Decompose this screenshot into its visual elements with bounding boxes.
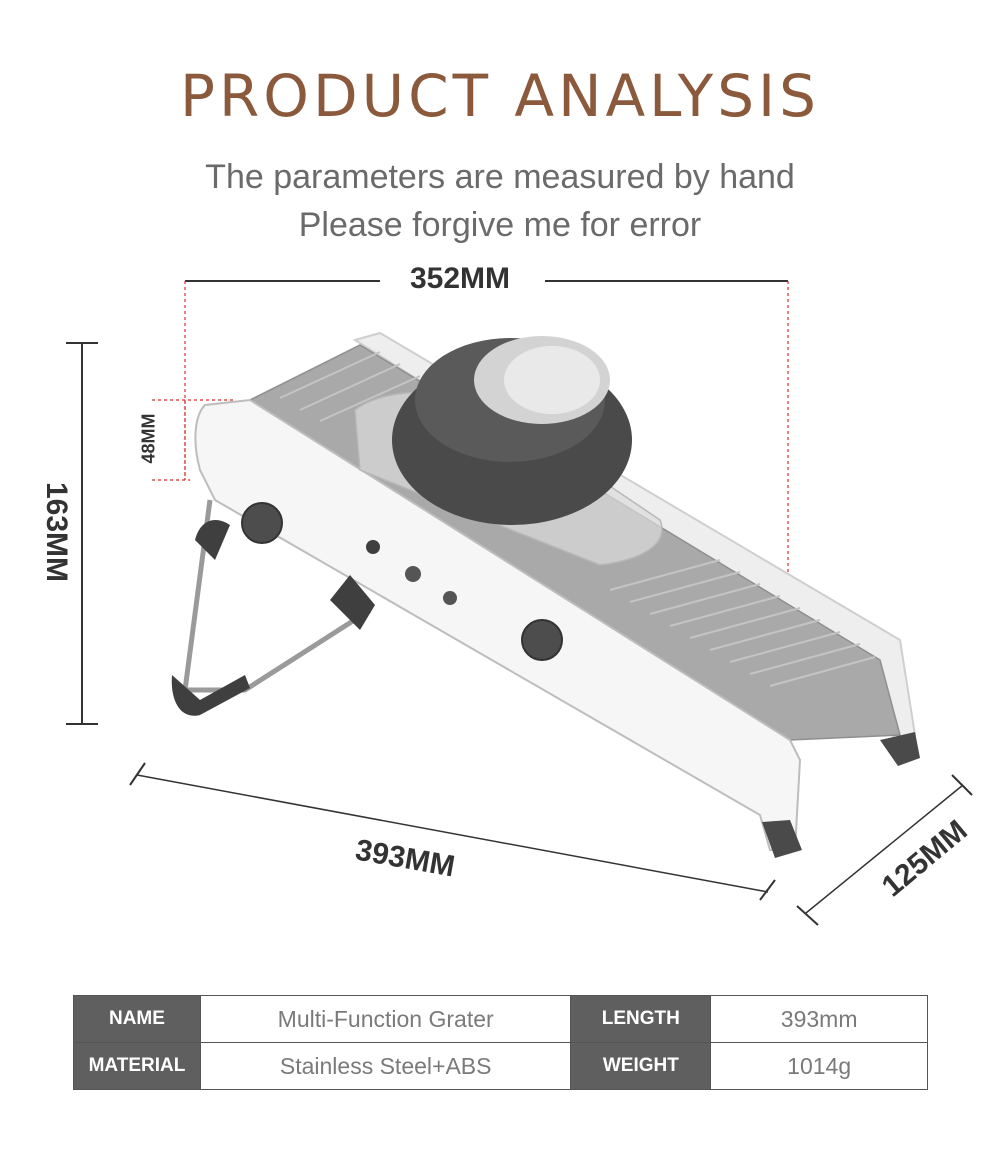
small-height-label: 48MM: [138, 413, 159, 464]
spec-value: 393mm: [711, 996, 928, 1043]
table-row: [74, 1043, 928, 1090]
table-row: [74, 996, 928, 1043]
depth-label: 125MM: [875, 813, 974, 904]
width-label: 352MM: [380, 262, 540, 296]
left-knob: [242, 503, 282, 543]
subtitle-line-1: The parameters are measured by hand: [205, 158, 795, 196]
slicer-body: [172, 333, 920, 858]
subtitle-line-2: Please forgive me for error: [298, 206, 702, 244]
height-label: 163MM: [40, 481, 73, 583]
spec-key: MATERIAL: [74, 1043, 201, 1090]
spec-key: NAME: [74, 996, 201, 1043]
spec-value: Stainless Steel+ABS: [200, 1043, 570, 1090]
spec-value: Multi-Function Grater: [200, 996, 570, 1043]
spec-key: WEIGHT: [571, 1043, 711, 1090]
page-title: PRODUCT ANALYSIS: [180, 62, 820, 130]
spec-table: [73, 995, 928, 1090]
length-label: 393MM: [352, 833, 458, 884]
spec-value: 1014g: [711, 1043, 928, 1090]
spec-key: LENGTH: [571, 996, 711, 1043]
right-knob: [522, 620, 562, 660]
